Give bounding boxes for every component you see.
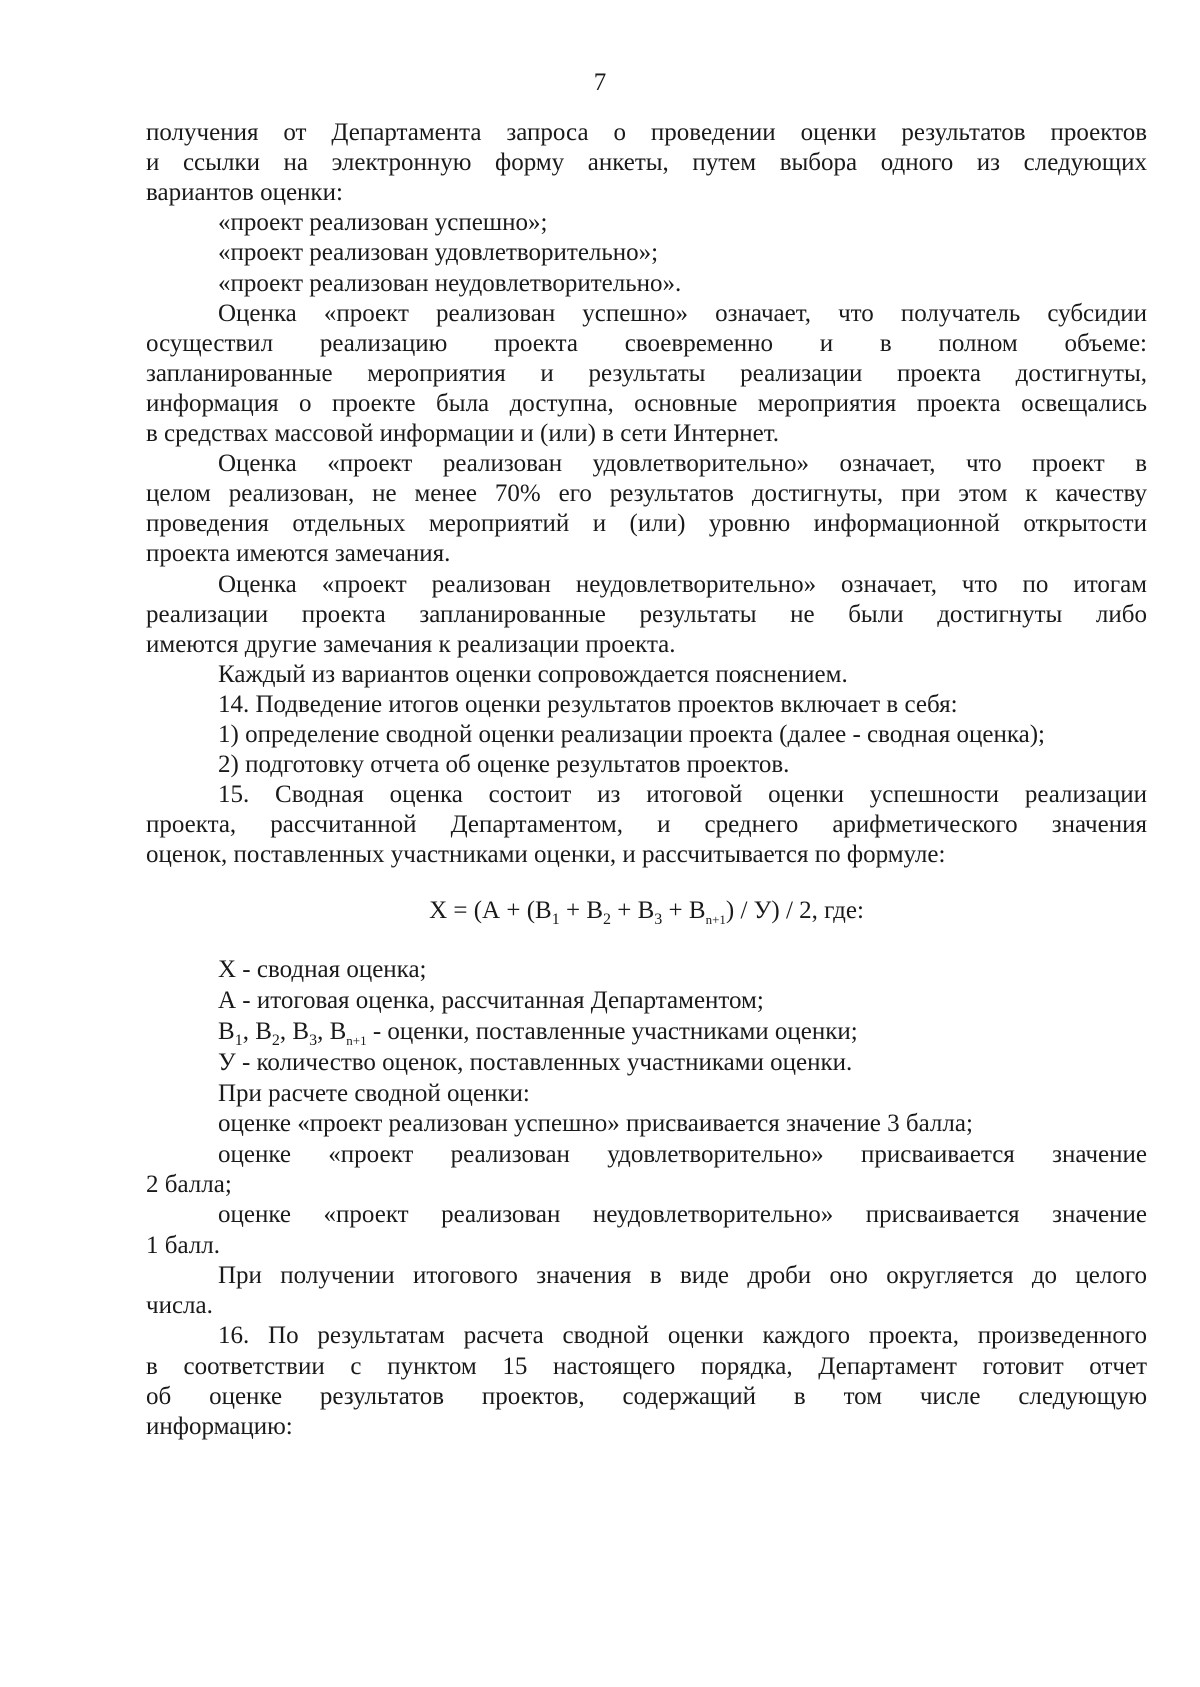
legend-u: У - количество оценок, поставленных участниками оценки. <box>218 1049 853 1076</box>
text-line: в соответствии с пунктом 15 настоящего порядка, Департамент готовит отчет <box>146 1352 1147 1380</box>
text-line: информация о проекте была доступна, основные мероприятия проекта освещались <box>146 389 1147 417</box>
text-line: в средствах массовой информации и (или) в сети Интернет. <box>146 420 779 447</box>
page-number: 7 <box>593 69 607 96</box>
formula-part: + В <box>662 897 706 924</box>
text-line: проекта, рассчитанной Департаментом, и среднего арифметического значения <box>146 811 1147 839</box>
formula-subscript: 1 <box>551 911 560 928</box>
text-line: Оценка «проект реализован неудовлетворительно» означает, что по итогам <box>218 570 1147 598</box>
legend-a: А - итоговая оценка, рассчитанная Департаментом; <box>218 987 764 1014</box>
text-line: 16. По результатам расчета сводной оценки каждого проекта, произведенного <box>218 1322 1147 1350</box>
text-line: оценке «проект реализован успешно» присваивается значение 3 балла; <box>218 1110 973 1138</box>
text-line: об оценке результатов проектов, содержащий в том числе следующую <box>146 1383 1147 1410</box>
legend-x: Х - сводная оценка; <box>218 956 427 983</box>
text-line: «проект реализован удовлетворительно»; <box>218 239 659 267</box>
legend-part: - оценки, поставленные участниками оценки; <box>366 1018 858 1045</box>
text-line: осуществил реализацию проекта своевременно и в полном объеме: <box>146 329 1147 357</box>
text-line: и ссылки на электронную форму анкеты, путем выбора одного из следующих <box>146 149 1147 177</box>
formula-part: Х = (А + (В <box>429 897 552 924</box>
text-line: вариантов оценки: <box>146 179 343 207</box>
legend-subscript: 2 <box>271 1032 280 1049</box>
text-line: информацию: <box>146 1413 293 1441</box>
formula-subscript: 3 <box>654 911 663 928</box>
formula-line <box>146 895 1147 935</box>
text-line: получения от Департамента запроса о проведении оценки результатов проектов <box>146 119 1147 146</box>
text-line: 1) определение сводной оценки реализации проекта (далее - сводная оценка); <box>218 721 1045 748</box>
text-line: Оценка «проект реализован успешно» означает, что получатель субсидии <box>218 299 1147 327</box>
text-line: 1 балл. <box>146 1231 220 1259</box>
text-line: При получении итогового значения в виде дроби оно округляется до целого <box>218 1261 1147 1289</box>
legend-subscript: 3 <box>309 1032 318 1049</box>
legend-part: В <box>218 1018 235 1045</box>
text-line: оценке «проект реализован удовлетворительно» присваивается значение <box>218 1140 1147 1168</box>
text-line: реализации проекта запланированные результаты не были достигнуты либо <box>146 600 1147 628</box>
legend-subscript: n+1 <box>346 1033 367 1048</box>
formula-part: ) / У) / 2, где: <box>725 897 864 924</box>
text-line: целом реализован, не менее 70% его результатов достигнуты, при этом к качеству <box>146 480 1147 508</box>
text-line: проведения отдельных мероприятий и (или) уровню информационной открытости <box>146 510 1147 538</box>
text-line: 2 балла; <box>146 1170 232 1198</box>
text-line: оценок, поставленных участниками оценки, и рассчитывается по формуле: <box>146 841 946 869</box>
text-line: числа. <box>146 1292 213 1320</box>
text-line: имеются другие замечания к реализации проекта. <box>146 630 676 658</box>
text-line: проекта имеются замечания. <box>146 540 451 568</box>
text-line: оценке «проект реализован неудовлетворительно» присваивается значение <box>218 1201 1147 1229</box>
formula-subscript: n+1 <box>705 912 726 927</box>
text-line: запланированные мероприятия и результаты реализации проекта достигнуты, <box>146 359 1147 387</box>
text-line: При расчете сводной оценки: <box>218 1080 530 1107</box>
text-line: Каждый из вариантов оценки сопровождается пояснением. <box>218 660 848 688</box>
text-line: Оценка «проект реализован удовлетворительно» означает, что проект в <box>218 450 1147 478</box>
formula-part: + В <box>559 897 603 924</box>
text-line: «проект реализован успешно»; <box>218 209 548 237</box>
text-line: «проект реализован неудовлетворительно». <box>218 269 682 297</box>
legend-part: , В <box>317 1018 347 1045</box>
legend-part: , В <box>279 1018 310 1045</box>
text-line: 15. Сводная оценка состоит из итоговой оценки успешности реализации <box>218 781 1147 809</box>
text-line: 2) подготовку отчета об оценке результатов проектов. <box>218 751 790 779</box>
text-line: 14. Подведение итогов оценки результатов проектов включает в себя: <box>218 690 958 718</box>
legend-subscript: 1 <box>234 1032 243 1049</box>
legend-part: , В <box>242 1018 272 1045</box>
formula-subscript: 2 <box>603 911 611 928</box>
formula-part: + В <box>611 897 655 924</box>
